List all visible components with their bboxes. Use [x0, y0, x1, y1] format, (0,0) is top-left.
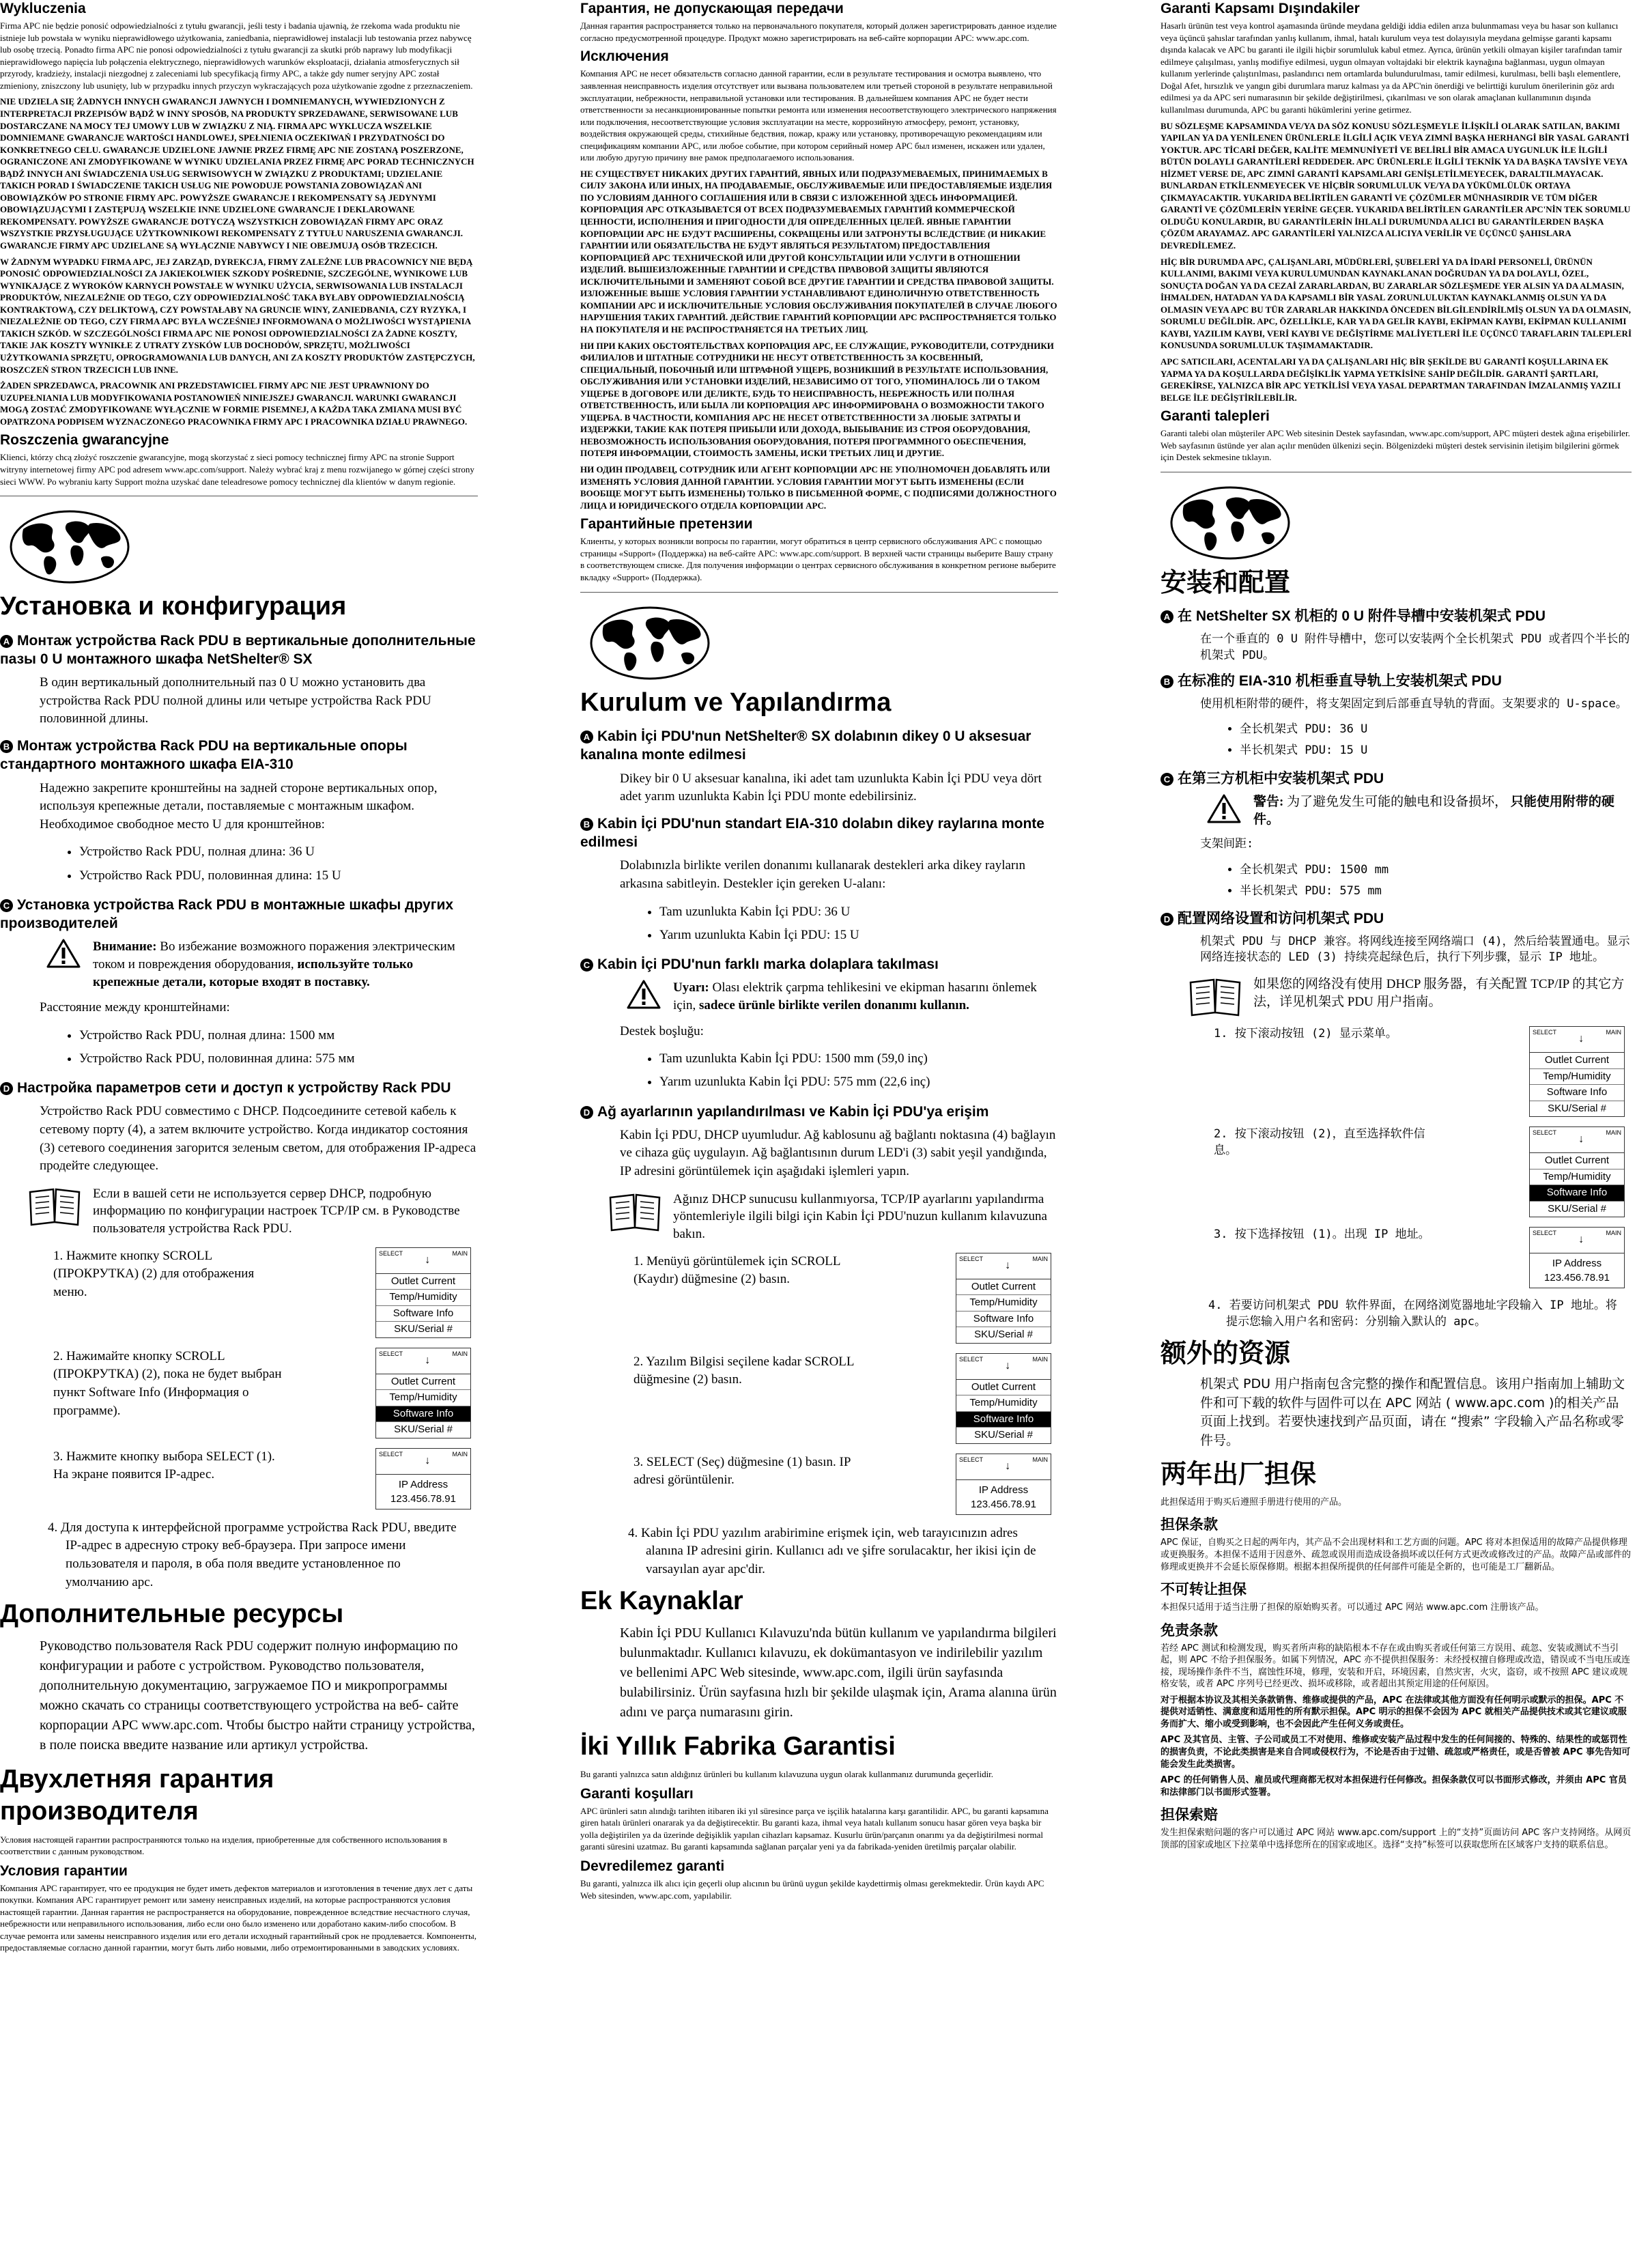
step-d-badge: D	[580, 1106, 593, 1119]
turkish-disclaimer-2: HİÇ BİR DURUMDA APC, ÇALIŞANLARI, MÜDÜRLERİ, ŞUBELERİ YA DA İDARİ PERSONELİ, ÜRÜNÜN KULLANIMI, BAKIMI VEYA KURULUMUNDAN KAYNAKLANAN DOĞRUDAN YA DA DOLAYLI, ÖZEL, SONUÇTA DOĞAN YA DA CEZAİ ZARARLARDAN, BU ZARARLAR SÖZLEŞMEDE YER ALSIN YA DA ALMASIN, İHMALDEN, HATADAN YA DA KAPSAMLI BİR YASAL ZORUNLULUKTAN KAYNAKLANMIŞ OLSUN YA DA OLMASIN VEYA APC BU TÜR ZARARLAR HAKKINDA ÖNCEDEN BİLGİLENDİRİLMİŞ OLSUN YA DA OLMASIN, SORUMLU DEĞİLDİR. APC, ÖZELLİKLE, KAR YA DA GELİR KAYBI, EKİPMAN KAYBI, EKİPMAN KULLANIMI KAYBI, YAZILIM KAYBI, VERİ KAYBI VE DEĞİŞTİRME MALİYETLERİ İLE ÜÇÜNCÜ TARAFLARIN TALEPLERİ KONUSUNDA SORUMLULUK TAŞIMAMAKTADIR.	[1161, 256, 1632, 351]
step-d-badge: D	[0, 1082, 13, 1095]
russian-step-a-title: A Монтаж устройства Rack PDU в вертикальные дополнительные пазы 0 U монтажного шкафа NetShelter® SX	[0, 632, 476, 667]
book-icon	[608, 1191, 662, 1232]
russian-spacing-label: Расстояние между кронштейнами:	[40, 1000, 230, 1015]
list-item: • Yarım uzunlukta Kabin İçi PDU: 15 U	[659, 924, 1058, 947]
turkish-note: Ağınız DHCP sunucusu kullanmıyorsa, TCP/IP ayarlarını yapılandırma yöntemleriyle ilgili bilgi için Kabin İçi PDU'nuzun kullanım kılavuzuna bakın.	[608, 1191, 1058, 1243]
polish-disclaimer-3: ŻADEN SPRZEDAWCA, PRACOWNIK ANI PRZEDSTAWICIEL FIRMY APC NIE JEST UPRAWNIONY DO UZUPEŁNIANIA LUB MODYFIKOWANIA POSTANOWIEŃ NINIEJSZEJ GWARANCJI. WARUNKI GWARANCJI MOGĄ ZOSTAĆ ZMODYFIKOWANE WYŁĄCZNIE W FORMIE PISEMNEJ, A KAŻDA TAKA ZMIANA MUSI BYĆ OPATRZONA PODPISEM WYZNACZONEGO PRACOWNIKA FIRMY APC I PRACOWNIKA DZIAŁU PRAWNEGO.	[0, 380, 468, 427]
step-b-badge: B	[1161, 675, 1173, 688]
turkish-proc-1: 1. Menüyü görüntülemek için SCROLL (Kaydır) düğmesine (2) basın. SELECT ↓ MAIN Outlet Current Temp/Humidity Software Info SKU/Serial #	[634, 1253, 1058, 1344]
turkish-step-d-text: Kabin İçi PDU, DHCP uyumludur. Ağ kablosunu ağ bağlantı noktasına (4) bağlayın ve cihaza güç uygulayın. Ağ bağlantısının durum LED'i (3) sabit yeşil yandığında, IP adresini görüntülemek için aşağıdaki işlemleri yapın.	[620, 1127, 1056, 1178]
lcd-display: SELECT ↓ MAIN IP Address 123.456.78.91	[375, 1448, 471, 1509]
chinese-warranty-title: 两年出厂担保	[1161, 1459, 1317, 1490]
russian-proc-4: 4. Для доступа к интерфейсной программе устройства Rack PDU, введите IP-адрес в адресную строку веб-браузера. При запросе имени пользователя и пароля, в оба поля введите установленное по умолчанию apc.	[48, 1520, 457, 1589]
chinese-exclusions-heading: 免责条款	[1161, 1621, 1218, 1639]
polish-exclusions-heading: Wykluczenia	[0, 1, 86, 16]
chinese-exclusions-text: 若经 APC 测试和检测发现，购买者所声称的缺陷根本不存在或由购买者或任何第三方误用、疏忽、安装或测试不当引起，则 APC 不给予担保服务。如属下列情况，APC 亦不提供担保服务：未经授权擅自修理或改造，错误或不当电压或连接，现场操作条件不当，腐蚀性环境，修理，安装和开启，环境因素，自然灾害，火灾，盗窃，或不按照 APC 建议或规格安装，或者 APC 序列号已经更改、损坏或移除，或者超出其预定用途的任何原因。	[1161, 1643, 1631, 1690]
chinese-warranty-intro: 此担保适用于购买后遵照手册进行使用的产品。	[1161, 1497, 1348, 1507]
step-a-badge: A	[0, 635, 13, 648]
turkish-warranty-cont	[1161, 0, 1632, 464]
divider	[580, 592, 1058, 593]
step-c-badge: C	[580, 959, 593, 972]
turkish-scope-text: Hasarlı ürünün test veya kontrol aşamasında üründe meydana geldiği iddia edilen arıza bulunmaması veya bu hasar son kullanıcı veya üçüncü şahıslar tarafından yanlış kullanım, ihmal, hatalı kurulum veya test dolayısıyla meydana gelmişse garanti kapsamı dışında kalacak ve APC bu garanti ile ilgili hiçbir sorumluluk kabul etmez. Ayrıca, ürünün yetkili olmayan kişiler tarafından tamir edilmeye çalışılması, yanlış modifiye edilmesi, uygun olmayan voltajdaki bir elektrik kaynağına bağlanması, uygun olmayan kullanım yerlerinde çalıştırılması, paslandırıcı nem ortamlarda bulundurulması, tamir edilmesi, kurulması, belli başlı elementlere, Doğal Afet, hırsızlık ve yangın gibi durumlara maruz kalması ya da APC'nin önerdiği ve belirttiği kurulum önerilerinin göz ardı edilmesi ya da APC seri numarasının bir şekilde değiştirilmesi, çıkarılması ve son olarak amaçlanan kullanımının dışında kullanılması durumunda, APC bu garanti hükümlerini yerine getirmez.	[1161, 20, 1623, 115]
chinese-note: 如果您的网络没有使用 DHCP 服务器，有关配置 TCP/IP 的其它方法，详见机架式 PDU 用户指南。	[1188, 976, 1632, 1017]
arrow-down-icon: ↓	[1578, 1033, 1584, 1045]
list-item: • 半长机架式 PDU: 575 mm	[1240, 881, 1632, 902]
turkish-proc-4: 4. Kabin İçi PDU yazılım arabirimine erişmek için, web tarayıcınızın adres alanına IP adresini girin. Kullanıcı adı ve şifre sorulacaktır, her ikisi için de varsayılan ayar apc'dir.	[628, 1525, 1036, 1576]
arrow-down-icon: ↓	[1578, 1133, 1584, 1146]
step-c-badge: C	[1161, 773, 1173, 786]
turkish-spacing-label: Destek boşluğu:	[620, 1023, 704, 1038]
chinese-step-b-text: 使用机柜附带的硬件，将支架固定到后部垂直导轨的背面。支架要求的 U-space。	[1200, 696, 1627, 711]
chinese-disclaimer-3: APC 的任何销售人员、雇员或代理商都无权对本担保进行任何修改。担保条款仅可以书面形式修改，并须由 APC 官员和法律部门以书面形式签署。	[1161, 1775, 1627, 1798]
polish-exclusions	[0, 0, 478, 487]
list-item: • 全长机架式 PDU: 36 U	[1240, 719, 1632, 740]
chinese-disclaimer-2: APC 及其官员、主管、子公司或员工不对使用、维修或安装产品过程中发生的任何间接的、特殊的、结果性的或惩罚性的损害负责，不论此类损害是来自合同或侵权行为，不论是否由于过错、疏忽或严格责任，或是否曾被 APC 事先告知可能会发生此类损害。	[1161, 1735, 1631, 1770]
russian-resources-text: Руководство пользователя Rack PDU содержит полную информацию по конфигурации и работе с устройством. Руководство пользователя, дополнительную документацию, загружаемое ПО и микропрограммы можно скачать со страницы соответствующего устройства на веб- сайте корпорации APC www.apc.com. Чтобы быстро найти страницу устройства, в поле поиска введите название или артикул устройства.	[40, 1638, 475, 1753]
turkish-warning: Uyarı: Olası elektrik çarpma tehlikesini ve ekipman hasarını önlemek için, sadece ürünle birlikte verilen donanımı kullanın.	[627, 979, 1058, 1014]
arrow-down-icon: ↓	[1005, 1460, 1011, 1472]
warning-icon	[46, 938, 81, 968]
turkish-terms-heading: Garanti koşulları	[580, 1785, 694, 1802]
globe-icon	[588, 605, 711, 681]
turkish-step-b-title: B Kabin İçi PDU'nun standart EIA-310 dolabın dikey raylarına monte edilmesi	[580, 815, 1044, 851]
chinese-resources-title: 额外的资源	[1161, 1337, 1291, 1368]
russian-step-b-title: B Монтаж устройства Rack PDU на вертикальные опоры стандартного монтажного шкафа EIA-310	[0, 737, 408, 773]
russian-step-a-text: В один вертикальный дополнительный паз 0 U можно установить два устройства Rack PDU полной длины или четыре устройства Rack PDU половинной длины.	[40, 675, 431, 726]
russian-exclusions-heading: Исключения	[580, 48, 669, 65]
turkish-step-a-title: A Kabin İçi PDU'nun NetShelter® SX dolabının dikey 0 U aksesuar kanalına monte edilmesi	[580, 728, 1031, 763]
globe-icon	[1169, 485, 1292, 561]
chinese-proc-3: 3. 按下选择按钮 (1)。出现 IP 地址。 SELECT ↓ MAIN IP Address 123.456.78.91	[1214, 1227, 1632, 1288]
step-b-badge: B	[580, 818, 593, 831]
chinese-proc-1: 1. 按下滚动按钮 (2) 显示菜单。 SELECT ↓ MAIN Outlet Current Temp/Humidity Software Info SKU/Serial #	[1214, 1026, 1632, 1117]
russian-warranty-intro: Условия настоящей гарантии распространяются только на изделия, приобретенные для собственного использования в соответствии с данным руководством.	[0, 1834, 448, 1857]
arrow-down-icon: ↓	[1005, 1259, 1011, 1271]
turkish-install-section	[580, 687, 1058, 1902]
chinese-spacing-label: 支架间距:	[1200, 837, 1254, 851]
chinese-step-a-text: 在一个垂直的 0 U 附件导槽中，您可以安装两个全长机架式 PDU 或者四个半长的机架式 PDU。	[1200, 632, 1630, 662]
column-middle	[580, 0, 1058, 2268]
turkish-resources-text: Kabin İçi PDU Kullanıcı Kılavuzu'nda bütün kullanım ve yapılandırma bilgileri bulunmaktadır. Kullanıcı kılavuzu, ek dokümantasyon ve indirilebilir yazılım ve bellenimi APC Web sitesinde, www.apc.com, ilgili ürün sayfasında bulabilirsiniz. Ürün sayfasına hızlı bir şekilde ulaşmak için, Arama alanına ürün adını ve parça numarasını girin.	[620, 1625, 1057, 1720]
russian-nontransfer-heading: Гарантия, не допускающая передачи	[580, 1, 844, 16]
turkish-scope-heading: Garanti Kapsamı Dışındakiler	[1161, 1, 1360, 16]
arrow-down-icon: ↓	[1005, 1359, 1011, 1372]
lcd-display: SELECT ↓ MAIN Outlet Current Temp/Humidity Software Info SKU/Serial #	[1529, 1126, 1625, 1217]
chinese-install-title: 安装和配置	[1161, 567, 1291, 597]
turkish-nontransfer-heading: Devredilemez garanti	[580, 1858, 725, 1875]
step-a-badge: A	[580, 731, 593, 743]
list-item: • Tam uzunlukta Kabin İçi PDU: 36 U	[659, 901, 1058, 924]
russian-install-title: Установка и конфигурация	[0, 592, 347, 621]
chinese-step-a-title: A 在 NetShelter SX 机柜的 0 U 附件导槽中安装机架式 PDU	[1161, 607, 1632, 625]
turkish-proc-3: 3. SELECT (Seç) düğmesine (1) basın. IP adresi görüntülenir. SELECT ↓ MAIN IP Address 123.456.78.91	[634, 1454, 1058, 1515]
russian-disclaimer-1: НЕ СУЩЕСТВУЕТ НИКАКИХ ДРУГИХ ГАРАНТИЙ, ЯВНЫХ ИЛИ ПОДРАЗУМЕВАЕМЫХ, ПРИНИМАЕМЫХ В СИЛУ ЗАКОНА ИЛИ ИНЫХ, НА ПРОДАВАЕМЫЕ, ОБСЛУЖИВАЕМЫЕ ИЛИ ПРЕДОСТАВЛЯЕМЫЕ ИЗДЕЛИЯ ПО УСЛОВИЯМ ДАННОГО СОГЛАШЕНИЯ ИЛИ В СВЯЗИ С ИЗЛОЖЕННОЙ ЗДЕСЬ ИНФОРМАЦИЕЙ. КОРПОРАЦИЯ APC ОТКАЗЫВАЕТСЯ ОТ ВСЕХ ПОДРАЗУМЕВАЕМЫХ ГАРАНТИЙ КОММЕРЧЕСКОЙ ЦЕННОСТИ, ИСПОЛНЕНИЯ И ПРИГОДНОСТИ ДЛЯ ОПРЕДЕЛЕННЫХ ЦЕЛЕЙ. ЯВНЫЕ ГАРАНТИИ КОРПОРАЦИИ APC НЕ БУДУТ РАСШИРЕНЫ, СОКРАЩЕНЫ ИЛИ ЗАТРОНУТЫ ВСЛЕДСТВИЕ (И НИКАКИЕ ГАРАНТИИ ИЛИ ОБЯЗАТЕЛЬСТВА НЕ БУДУТ ЯВЛЯТЬСЯ РЕЗУЛЬТАТОМ) ПРЕДОСТАВЛЕНИЯ КОРПОРАЦИЕЙ APC ТЕХНИЧЕСКОЙ ИЛИ ДРУГОЙ КОНСУЛЬТАЦИИ ИЛИ УСЛУГИ В ОТНОШЕНИИ ИЗДЕЛИЙ. ВЫШЕИЗЛОЖЕННЫЕ ГАРАНТИИ И СРЕДСТВА ПРАВОВОЙ ЗАЩИТЫ ЯВЛЯЮТСЯ ИСКЛЮЧИТЕЛЬНЫМИ И ЗАМЕНЯЮТ СОБОЙ ВСЕ ДРУГИЕ ГАРАНТИИ И СРЕДСТВА ПРАВОВОЙ ЗАЩИТЫ. ИЗЛОЖЕННЫЕ ВЫШЕ УСЛОВИЯ ГАРАНТИИ УСТАНАВЛИВАЮТ ЕДИНОЛИЧНУЮ ОТВЕТСТВЕННОСТЬ КОМПАНИИ APC И ИСКЛЮЧИТЕЛЬНЫЕ УСЛОВИЯ ОБСЛУЖИВАНИЯ ПОКУПАТЕЛЕЙ В СЛУЧАЕ ЛЮБОГО НАРУШЕНИЯ ТАКИХ ГАРАНТИЙ. ДЕЙСТВИЕ ГАРАНТИЙ КОРПОРАЦИИ APC РАСПРОСТРАНЯЕТСЯ ТОЛЬКО НА ПОКУПАТЕЛЯ И НЕ РАСПРОСТРАНЯЕТСЯ НА ТРЕТЬИХ ЛИЦ.	[580, 168, 1057, 335]
turkish-step-b-list	[659, 901, 1058, 947]
polish-disclaimer-2: W ŻADNYM WYPADKU FIRMA APC, JEJ ZARZĄD, DYREKCJA, FIRMY ZALEŻNE LUB PRACOWNICY NIE BĘDĄ PONOSIĆ ODPOWIEDZIALNOŚCI ZA JAKIEKOLWIEK SZKODY POŚREDNIE, SZCZEGÓLNE, WYNIKOWE LUB WYNIKAJĄCE Z WYROKÓW KARNYCH POWSTAŁE W WYNIKU UŻYCIA, SERWISOWANIA LUB INSTALACJI PRODUKTÓW, NIEZALEŻNIE OD TEGO, CZY ODPOWIEDZIALNOŚĆ TAKA BYŁABY ODPOWIEDZIALNOŚCIĄ KONTRAKTOWĄ, CZY DELIKTOWĄ, CZY POWSTAŁABY NA GRUNCIE WINY, ZANIEDBANIA, CZY RYZYKA, I NIEZALEŻNIE OD TEGO, CZY FIRMA APC BYŁA WCZEŚNIEJ INFORMOWANA O MOŻLIWOŚCI WYSTĄPIENIA TAKICH SZKÓD. W SZCZEGÓLNOŚCI FIRMA APC NIE PONOSI ODPOWIEDZIALNOŚCI ZA ŻADNE KOSZTY, TAKIE JAK KOSZTY WYNIKŁE Z UTRATY ZYSKÓW LUB DOCHODÓW, SPRZĘTU, MOŻLIWOŚCI UŻYTKOWANIA SPRZĘTU, OPROGRAMOWANIA LUB DANYCH, ANI ZA KOSZTY PRODUKTÓW ZASTĘPCZYCH, ROSZCZEŃ STRON TRZECICH LUB INNE.	[0, 256, 475, 375]
lcd-display: SELECT ↓ MAIN IP Address 123.456.78.91	[956, 1454, 1051, 1515]
chinese-terms-text: APC 保证，自购买之日起的两年内，其产品不会出现材料和工艺方面的问题。APC 将对本担保适用的故障产品提供修理或更换服务。本担保不适用于因意外、疏忽或误用而造成设备损坏或以任何方式更改或修改过的产品。故障产品或部件的修理或更换并不会延长原保修期。根据本担保所提供的任何部件可能是全新的，也可能是工厂翻新品。	[1161, 1537, 1632, 1572]
chinese-warning: 警告: 为了避免发生可能的触电和设备损坏， 只能使用附带的硬件。	[1207, 793, 1632, 828]
russian-claims-text: Клиенты, у которых возникли вопросы по гарантии, могут обратиться в центр сервисного обслуживания APC с помощью страницы «Support» (Поддержка) на веб-сайте APC: www.apc.com/support. В верхней части страницы выберите Вашу страну в соответствующем списке. Для получения информации о центрах сервисного обслуживания в конкретном регионе выберите вкладку «Support» (Поддержка).	[580, 536, 1056, 582]
list-item: • 全长机架式 PDU: 1500 mm	[1240, 860, 1632, 881]
list-item: • Устройство Rack PDU, половинная длина: 575 мм	[79, 1047, 478, 1071]
russian-warning: Внимание: Во избежание возможного поражения электрическим током и повреждения оборудования, используйте только крепежные детали, которые входят в поставку.	[46, 938, 478, 991]
lcd-display: SELECT ↓ MAIN Outlet Current Temp/Humidity Software Info SKU/Serial #	[1529, 1026, 1625, 1117]
step-d-badge: D	[1161, 913, 1173, 926]
turkish-warranty-title: İki Yıllık Fabrika Garantisi	[580, 1731, 896, 1761]
russian-step-b-text: Надежно закрепите кронштейны на задней стороне вертикальных опор, используя крепежные детали, поставляемые с монтажным шкафом. Необходимое свободное место U для кронштейнов:	[40, 780, 438, 832]
turkish-warranty-intro: Bu garanti yalnızca satın aldığınız ürünleri bu kullanım kılavuzuna uygun olarak kullanmanız durumunda geçerlidir.	[580, 1769, 994, 1780]
turkish-install-title: Kurulum ve Yapılandırma	[580, 688, 892, 717]
polish-claims-text: Klienci, którzy chcą złożyć roszczenie gwarancyjne, mogą skorzystać z sieci pomocy technicznej firmy APC na stronie Support witryny internetowej firmy APC pod adresem www.apc.com/support. Należy wybrać kraj z menu rozwijanego w górnej części strony sieci WWW. Po wybraniu karty Support można uzyskać dane teleadresowe pomocy technicznej dla klientów w danym regionie.	[0, 452, 474, 487]
russian-warranty-terms-heading: Условия гарантии	[0, 1862, 128, 1879]
lcd-display: SELECT ↓ MAIN Outlet Current Temp/Humidity Software Info SKU/Serial #	[956, 1253, 1051, 1344]
russian-step-c-title: C Установка устройства Rack PDU в монтажные шкафы других производителей	[0, 896, 454, 931]
turkish-proc-2: 2. Yazılım Bilgisi seçilene kadar SCROLL düğmesine (2) basın. SELECT ↓ MAIN Outlet Current Temp/Humidity Software Info SKU/Serial #	[634, 1353, 1058, 1444]
lcd-display: SELECT ↓ MAIN IP Address 123.456.78.91	[1529, 1227, 1625, 1288]
arrow-down-icon: ↓	[1578, 1234, 1584, 1246]
warning-icon	[627, 979, 661, 1009]
turkish-disclaimer-3: APC SATICILARI, ACENTALARI YA DA ÇALIŞANLARI HİÇ BİR ŞEKİLDE BU GARANTİ KOŞULLARINA EK YAPMA YA DA KOŞULLARDA DEĞİŞİKLİK YAPMA YETKİSİNE SAHİP DEĞİLDİR. GARANTİ ŞARTLARI, GEREKİRSE, YALNIZCA BİR APC YETKİLİSİ VEYA YASAL DEPARTMAN TARAFINDAN İMZALANMIŞ YAZILI BELGE İLE DEĞİŞTİRİLEBİLİR.	[1161, 356, 1621, 403]
turkish-step-a-text: Dikey bir 0 U aksesuar kanalına, iki adet tam uzunlukta Kabin İçi PDU veya dört adet yarım uzunlukta Kabin İçi PDU monte edebilirsiniz.	[620, 771, 1042, 804]
lcd-display: SELECT ↓ MAIN Outlet Current Temp/Humidity Software Info SKU/Serial #	[956, 1353, 1051, 1444]
step-b-badge: B	[0, 740, 13, 753]
book-icon	[1188, 976, 1242, 1017]
turkish-nontransfer-text: Bu garanti, yalnızca ilk alıcı için geçerli olup alıcının bu ürünü uygun şekilde kaydettirmiş olması gerekmektedir. Ürün kaydı APC Web sitesinden, www.apc.com, yapılabilir.	[580, 1878, 1044, 1901]
book-icon	[27, 1185, 82, 1226]
russian-note: Если в вашей сети не используется сервер DHCP, подробную информацию по конфигурации настроек TCP/IP см. в Руководстве пользователя устройства Rack PDU.	[27, 1185, 478, 1238]
polish-exclusions-text: Firma APC nie będzie ponosić odpowiedzialności z tytułu gwarancji, jeśli testy i badania ujawnią, że rzekoma wada produktu nie istnieje lub powstała w wyniku nieprawidłowego użytkowania, zaniedbania, nieprawidłowej instalacji lub testowania przez nabywcę lub osobę trzecią. Ponadto firma APC nie ponosi odpowiedzialności z tytułu gwarancji za skutki prób naprawy lub modyfikacji nieprawidłowego napięcia lub połączenia elektrycznego, nieprawidłowych warunków eksploatacji, działania atmosferycznych sił przyrody, kradzieży, instalacji niezgodnej z zaleceniami lub specyfikacją firmy APC, a także gdy numer seryjny APC został zmieniony, zniszczony lub usunięty, lub w przypadku innych przyczyn wykraczających poza użytkowanie zgodne z przeznaczeniem.	[0, 20, 473, 91]
list-item: • Yarım uzunlukta Kabin İçi PDU: 575 mm (22,6 inç)	[659, 1071, 1058, 1094]
globe-icon	[8, 509, 131, 585]
polish-claims-heading: Roszczenia gwarancyjne	[0, 432, 169, 449]
turkish-step-d-title: D Ağ ayarlarının yapılandırılması ve Kabin İçi PDU'ya erişim	[580, 1103, 1058, 1121]
polish-disclaimer-1: NIE UDZIELA SIĘ ŻADNYCH INNYCH GWARANCJI JAWNYCH I DOMNIEMANYCH, WYWIEDZIONYCH Z INTERPRETACJI PRZEPISÓW BĄDŹ W INNY SPOSÓB, NA PRODUKTY SPRZEDAWANE, SERWISOWANE LUB DOSTARCZANE NA MOCY TEJ UMOWY LUB W ZWIĄZKU Z NIĄ. FIRMA APC WYKLUCZA WSZELKIE DOMNIEMANE GWARANCJE WARTOŚCI HANDLOWEJ, SPEŁNIENIA OCZEKIWAŃ I PRZYDATNOŚCI DO KONKRETNEGO CELU. GWARANCJE UDZIELONE JAWNIE PRZEZ FIRMĘ APC NIE ZOSTANĄ POSZERZONE, OGRANICZONE ANI ZMODYFIKOWANE W WYNIKU UDZIELANIA PRZEZ FIRMĘ APC PORAD TECHNICZNYCH BĄDŹ INNYCH ANI ŚWIADCZENIA USŁUG SERWISOWYCH W ZWIĄZKU Z PRODUKTAMI; UDZIELANIE TAKICH PORAD I ŚWIADCZENIE TAKICH USŁUG NIE POWODUJE POWSTANIA ZOBOWIĄZAŃ ANI OBOWIĄZKÓW PO STRONIE FIRMY APC. POWYŻSZE GWARANCJE I REKOMPENSATY SĄ JEDYNYMI OBOWIĄZUJĄCYMI I ZASTĘPUJĄ WSZELKIE INNE UDZIELONE GWARANCJE I DEKLAROWANE REKOMPENSATY. POWYŻSZE GWARANCJE DOTYCZĄ WSZYSTKICH ZOBOWIĄZAŃ FIRMY APC ORAZ WSZYSTKIE PRZYSŁUGUJĄCE UŻYTKOWNIKOWI REKOMPENSATY Z TYTUŁU NARUSZENIA GWARANCJI. GWARANCJE FIRMY APC UDZIELANE SĄ WYŁĄCZNIE NABYWCY I NIE OBEJMUJĄ OSÓB TRZECICH.	[0, 96, 474, 251]
russian-proc-1: 1. Нажмите кнопку SCROLL (ПРОКРУТКА) (2) для отображения меню. SELECT ↓ MAIN Outlet Current Temp/Humidity Software Info SKU/Serial #	[53, 1247, 478, 1338]
chinese-install-section	[1161, 567, 1632, 1851]
step-c-badge: C	[0, 899, 13, 912]
chinese-proc-4: 4. 若要访问机架式 PDU 软件界面，在网络浏览器地址字段输入 IP 地址。将提示您输入用户名和密码：分别输入默认的 apc。	[1208, 1299, 1617, 1329]
russian-warranty-title: Двухлетняя гарантия производителя	[0, 1764, 274, 1826]
chinese-step-d-title: D 配置网络设置和访问机架式 PDU	[1161, 909, 1632, 928]
lcd-display: SELECT ↓ MAIN Outlet Current Temp/Humidity Software Info SKU/Serial #	[375, 1247, 471, 1338]
column-left	[0, 0, 478, 2268]
russian-proc-2: 2. Нажимайте кнопку SCROLL (ПРОКРУТКА) (2), пока не будет выбран пункт Software Info (Информация о программе). SELECT ↓ MAIN Outlet Current Temp/Humidity Software Info SKU/Serial #	[53, 1348, 478, 1438]
chinese-step-b-list	[1240, 719, 1632, 761]
chinese-step-c-list	[1240, 860, 1632, 901]
chinese-nontransfer-heading: 不可转让担保	[1161, 1581, 1247, 1598]
russian-step-c-list	[79, 1024, 478, 1071]
russian-install-section	[0, 591, 478, 1954]
russian-step-d-title: D Настройка параметров сети и доступ к устройству Rack PDU	[0, 1079, 478, 1097]
chinese-step-b-title: B 在标准的 EIA-310 机柜垂直导轨上安装机架式 PDU	[1161, 672, 1632, 690]
turkish-step-c-list	[659, 1047, 1058, 1094]
list-item: • Устройство Rack PDU, половинная длина: 15 U	[79, 864, 478, 888]
step-a-badge: A	[1161, 610, 1173, 623]
russian-proc-3: 3. Нажмите кнопку выбора SELECT (1). На экране появится IP-адрес. SELECT ↓ MAIN IP Address 123.456.78.91	[53, 1448, 478, 1509]
lcd-display: SELECT ↓ MAIN Outlet Current Temp/Humidity Software Info SKU/Serial #	[375, 1348, 471, 1438]
turkish-claims-heading: Garanti talepleri	[1161, 408, 1270, 425]
list-item: • Устройство Rack PDU, полная длина: 36 U	[79, 840, 478, 864]
turkish-resources-title: Ek Kaynaklar	[580, 1587, 743, 1616]
russian-resources-title: Дополнительные ресурсы	[0, 1600, 344, 1629]
warning-icon	[1207, 793, 1241, 823]
column-right	[1161, 0, 1632, 2268]
arrow-down-icon: ↓	[425, 1354, 431, 1366]
list-item: • Tam uzunlukta Kabin İçi PDU: 1500 mm (59,0 inç)	[659, 1047, 1058, 1071]
turkish-step-b-text: Dolabınızla birlikte verilen donanımı kullanarak destekleri arka dikey rayların arkasına sabitleyin. Destekler için gereken U-alanı:	[620, 858, 1026, 891]
turkish-terms-text: APC ürünleri satın alındığı tarihten itibaren iki yıl süresince parça ve işçilik hatalarına karşı garantilidir. APC, bu garanti kapsamına giren hatalı ürünleri onararak ya da değiştirecektir. Bu garanti kaza, ihmal veya hatalı kullanım sonucu hasar gören veya başka bir yolla değiştirilen ya da üzerinde değişiklik yapılan cihazları kapsamaz. Kusurlu ürün/parçanın onarımı ya da değiştirilmesi normal garanti süresini uzatmaz. Bu garanti kapsamında sağlanan parçalar yeni ya da fabrikada-yeniden üretilmiş parçalar olabilir.	[580, 1805, 1049, 1852]
list-item: • 半长机架式 PDU: 15 U	[1240, 740, 1632, 761]
russian-disclaimer-2: НИ ПРИ КАКИХ ОБСТОЯТЕЛЬСТВАХ КОРПОРАЦИЯ APC, ЕЕ СЛУЖАЩИЕ, РУКОВОДИТЕЛИ, СОТРУДНИКИ ФИЛИАЛОВ И ШТАТНЫЕ СОТРУДНИКИ НЕ НЕСУТ ОТВЕТСТВЕННОСТЬ ЗА КОСВЕННЫЙ, СПЕЦИАЛЬНЫЙ, ПОБОЧНЫЙ ИЛИ ШТРАФНОЙ УЩЕРБ, ВОЗНИКШИЙ В РЕЗУЛЬТАТЕ ИСПОЛЬЗОВАНИЯ, ОБСЛУЖИВАНИЯ ИЛИ УСТАНОВКИ ИЗДЕЛИЙ, НЕЗАВИСИМО ОТ ТОГО, УПОМИНАЛОСЬ ЛИ О ТАКОМ УЩЕРБЕ В ДОГОВОРЕ ИЛИ ДЕЛИКТЕ, БУДЬ ТО НЕИСПРАВНОСТЬ, НЕБРЕЖНОСТЬ ИЛИ ПОЛНАЯ ОТВЕТСТВЕННОСТЬ, ИЛИ БЫЛА ЛИ КОРПОРАЦИЯ APC ИНФОРМИРОВАНА О ВОЗМОЖНОСТИ ТАКОГО УЩЕРБА. В ЧАСТНОСТИ, КОМПАНИЯ APC НЕ НЕСЕТ ОТВЕТСТВЕННОСТИ ЗА ЛЮБЫЕ ЗАТРАТЫ И ИЗДЕРЖКИ, ТАКИЕ КАК ПОТЕРЯ ПРИБЫЛИ ИЛИ ДОХОДА, ВЫБЫВАНИЕ ИЗ СТРОЯ ОБОРУДОВАНИЯ, НЕВОЗМОЖНОСТЬ ИСПОЛЬЗОВАНИЯ ОБОРУДОВАНИЯ, ПОТЕРЯ ПРОГРАММНОГО ОБЕСПЕЧЕНИЯ, ПОТЕРЯ ИНФОРМАЦИИ, СТОИМОСТЬ ЗАМЕНЫ, ИСКИ ТРЕТЬИХ ЛИЦ И ДРУГИЕ.	[580, 340, 1054, 459]
russian-disclaimer-3: НИ ОДИН ПРОДАВЕЦ, СОТРУДНИК ИЛИ АГЕНТ КОРПОРАЦИИ APC НЕ УПОЛНОМОЧЕН ДОБАВЛЯТЬ ИЛИ ИЗМЕНЯТЬ УСЛОВИЯ ДАННОЙ ГАРАНТИИ. УСЛОВИЯ ГАРАНТИИ МОГУТ БЫТЬ ИЗМЕНЕНЫ (ЕСЛИ ВООБЩЕ МОГУТ БЫТЬ ИЗМЕНЕНЫ) ТОЛЬКО В ПИСЬМЕННОЙ ФОРМЕ, С ПОДПИСЯМИ ДОЛЖНОСТНОГО ЛИЦА И ЮРИДИЧЕСКОГО ОТДЕЛА КОРПОРАЦИИ APC.	[580, 464, 1057, 511]
russian-exclusions-text: Компания APC не несет обязательств согласно данной гарантии, если в результате тестирования и осмотра выявлено, что заявленная неисправность изделия отсутствует или вызвана пользователем или третьей стороной в результате неправильной эксплуатации, небрежности, неправильной установки или тестирования. В дальнейшем компания APC не будет нести ответственности за несанкционированные попытки ремонта или изменения несоответствующего электрического напряжения или подключения, несоответствующие условия эксплуатации на месте, коррозийную атмосферу, ремонт, установку, воздействия окружающей среды, стихийные бедствия, пожар, кражу или установку, противоречащую рекомендациям или спецификациям компании APC, или любое событие, при котором серийный номер APC был изменен, искажен или удален, или любую другую причину вне рамок предполагаемого использования.	[580, 68, 1057, 163]
turkish-claims-text: Garanti talebi olan müşteriler APC Web sitesinin Destek sayfasından, www.apc.com/support, APC müşteri destek ağına erişebilirler. Web sayfasının üstünde yer alan açılır menüden ülkenizi seçin. Bölgenizdeki müşteri destek servisinin iletişim bilgilerini görmek için Destek sekmesine tıklayın.	[1161, 428, 1630, 463]
russian-warranty-terms-text: Компания APC гарантирует, что ее продукция не будет иметь дефектов материалов и изготовления в течение двух лет с даты покупки. Компания APC гарантирует ремонт или замену неисправных изделий, на которые распространяются условия настоящей гарантии. Данная гарантия не распространяется на оборудование, поврежденное вследствие несчастного случая, небрежности или неправильного использования, либо если оно было изменено или доработано каким-либо способом. В случае ремонта или замены неисправного изделия или его детали исходный гарантийный срок не продлевается. Компоненты, предоставляемые согласно данной гарантии, могут быть либо новыми, либо отремонтированными в заводских условиях.	[0, 1882, 477, 1953]
russian-claims-heading: Гарантийные претензии	[580, 516, 753, 533]
arrow-down-icon: ↓	[425, 1253, 431, 1266]
turkish-disclaimer-1: BU SÖZLEŞME KAPSAMINDA VE/YA DA SÖZ KONUSU SÖZLEŞMEYLE İLİŞKİLİ OLARAK SATILAN, BAKIMI YAPILAN YA DA YENİLENEN ÜRÜNLERLE İLGİLİ AÇIK VEYA ZIMNİ BAŞKA HERHANGİ BİR YASAL GARANTİ YOKTUR. APC TİCARİ DEĞER, KALİTE MEMNUNİYETİ VE BELİRLİ BİR AMACA UYGUNLUK İLE İLGİLİ BÜTÜN DOLAYLI GARANTİLERİ REDDEDER. APC ÜRÜNLERLE İLGİLİ TEKNİK YA DA BAŞKA TAVSİYE VEYA HİZMET VERSE DE, APC ZIMNİ GARANTİ KAPSAMLARI GENİŞLETİLMEYECEK, DARALTILMAYACAK. BUNLARDAN ETKİLENMEYECEK VE HİÇBİR SORUMLULUK VE/YA DA YÜKÜMLÜLÜK ORTAYA ÇIKMAYACAKTIR. YUKARIDA BELİRTİLEN GARANTİ VE ÇÖZÜMLER MÜNHASIRDIR VE TÜM DİĞER GARANTİ VE ÇÖZÜMLERİN YERİNE GEÇER. YUKARIDA BELİRTİLEN GARANTİLER APC'NİN TEK SORUMLU OLDUĞU KONULARDIR, BU GARANTİLERİN İHLALİ DURUMUNDA ALICI BU GARANTİLERDEN BAŞKA ÇÖZÜM ARAYAMAZ. APC GARANTİLERİ YALNIZCA ALICIYA VERİLİR VE ÜÇÜNCÜ ŞAHISLARA DEVREDİLEMEZ.	[1161, 120, 1631, 251]
chinese-nontransfer-text: 本担保只适用于适当注册了担保的原始购买者。可以通过 APC 网站 www.apc.com 注册该产品。	[1161, 1602, 1544, 1613]
chinese-step-c-title: C 在第三方机柜中安装机架式 PDU	[1161, 769, 1632, 788]
russian-nontransfer-text: Данная гарантия распространяется только на первоначального покупателя, который должен зарегистрировать данное изделие согласно предусмотренной процедуре. Продукт можно зарегистрировать на веб-сайте корпорации APC: www.apc.com.	[580, 20, 1057, 43]
chinese-step-d-text: 机架式 PDU 与 DHCP 兼容。将网线连接至网络端口 (4)，然后给装置通电。显示网络连接状态的 LED (3) 持续亮起绿色后，执行下列步骤，显示 IP 地址。	[1200, 934, 1630, 965]
chinese-claims-heading: 担保索赔	[1161, 1806, 1218, 1824]
russian-warranty-cont	[580, 0, 1058, 584]
chinese-disclaimer-1: 对于根据本协议及其相关条款销售、维修或提供的产品，APC 在法律或其他方面没有任何明示或默示的担保。APC 不提供对适销性、满意度和适用性的所有默示担保。APC 明示的担保不会因为 APC 就相关产品提供技术或其它建议或服务而扩大、缩小或受到影响，也不会因此产生任何义务或责任。	[1161, 1695, 1627, 1729]
russian-step-b-list	[79, 840, 478, 887]
chinese-proc-2: 2. 按下滚动按钮 (2)，直至选择软件信息。 SELECT ↓ MAIN Outlet Current Temp/Humidity Software Info SKU/Serial #	[1214, 1126, 1632, 1217]
chinese-terms-heading: 担保条款	[1161, 1516, 1218, 1533]
arrow-down-icon: ↓	[425, 1454, 431, 1466]
russian-step-d-text: Устройство Rack PDU совместимо с DHCP. Подсоедините сетевой кабель к сетевому порту (4), а затем включите устройство. Когда индикатор состояния (3) сетевого соединения загорится зеленым светом, для отображения IP-адреса продейте следующее.	[40, 1104, 476, 1174]
chinese-resources-text: 机架式 PDU 用户指南包含完整的操作和配置信息。该用户指南加上辅助文件和可下载的软件与固件可以在 APC 网站 ( www.apc.com )的相关产品页面上找到。若要快速找到产品页面，请在 “搜索” 字段输入产品名称或零件号。	[1200, 1376, 1625, 1448]
list-item: • Устройство Rack PDU, полная длина: 1500 мм	[79, 1024, 478, 1047]
chinese-claims-text: 发生担保索赔问题的客户可以通过 APC 网站 www.apc.com/support 上的“支持”页面访问 APC 客户支持网络。从网页顶部的国家或地区下拉菜单中选择您所在的国家或地区。选择“支持”标签可以获取您所在区域客户支持的联系信息。	[1161, 1828, 1632, 1850]
turkish-step-c-title: C Kabin İçi PDU'nun farklı marka dolaplara takılması	[580, 955, 1058, 974]
